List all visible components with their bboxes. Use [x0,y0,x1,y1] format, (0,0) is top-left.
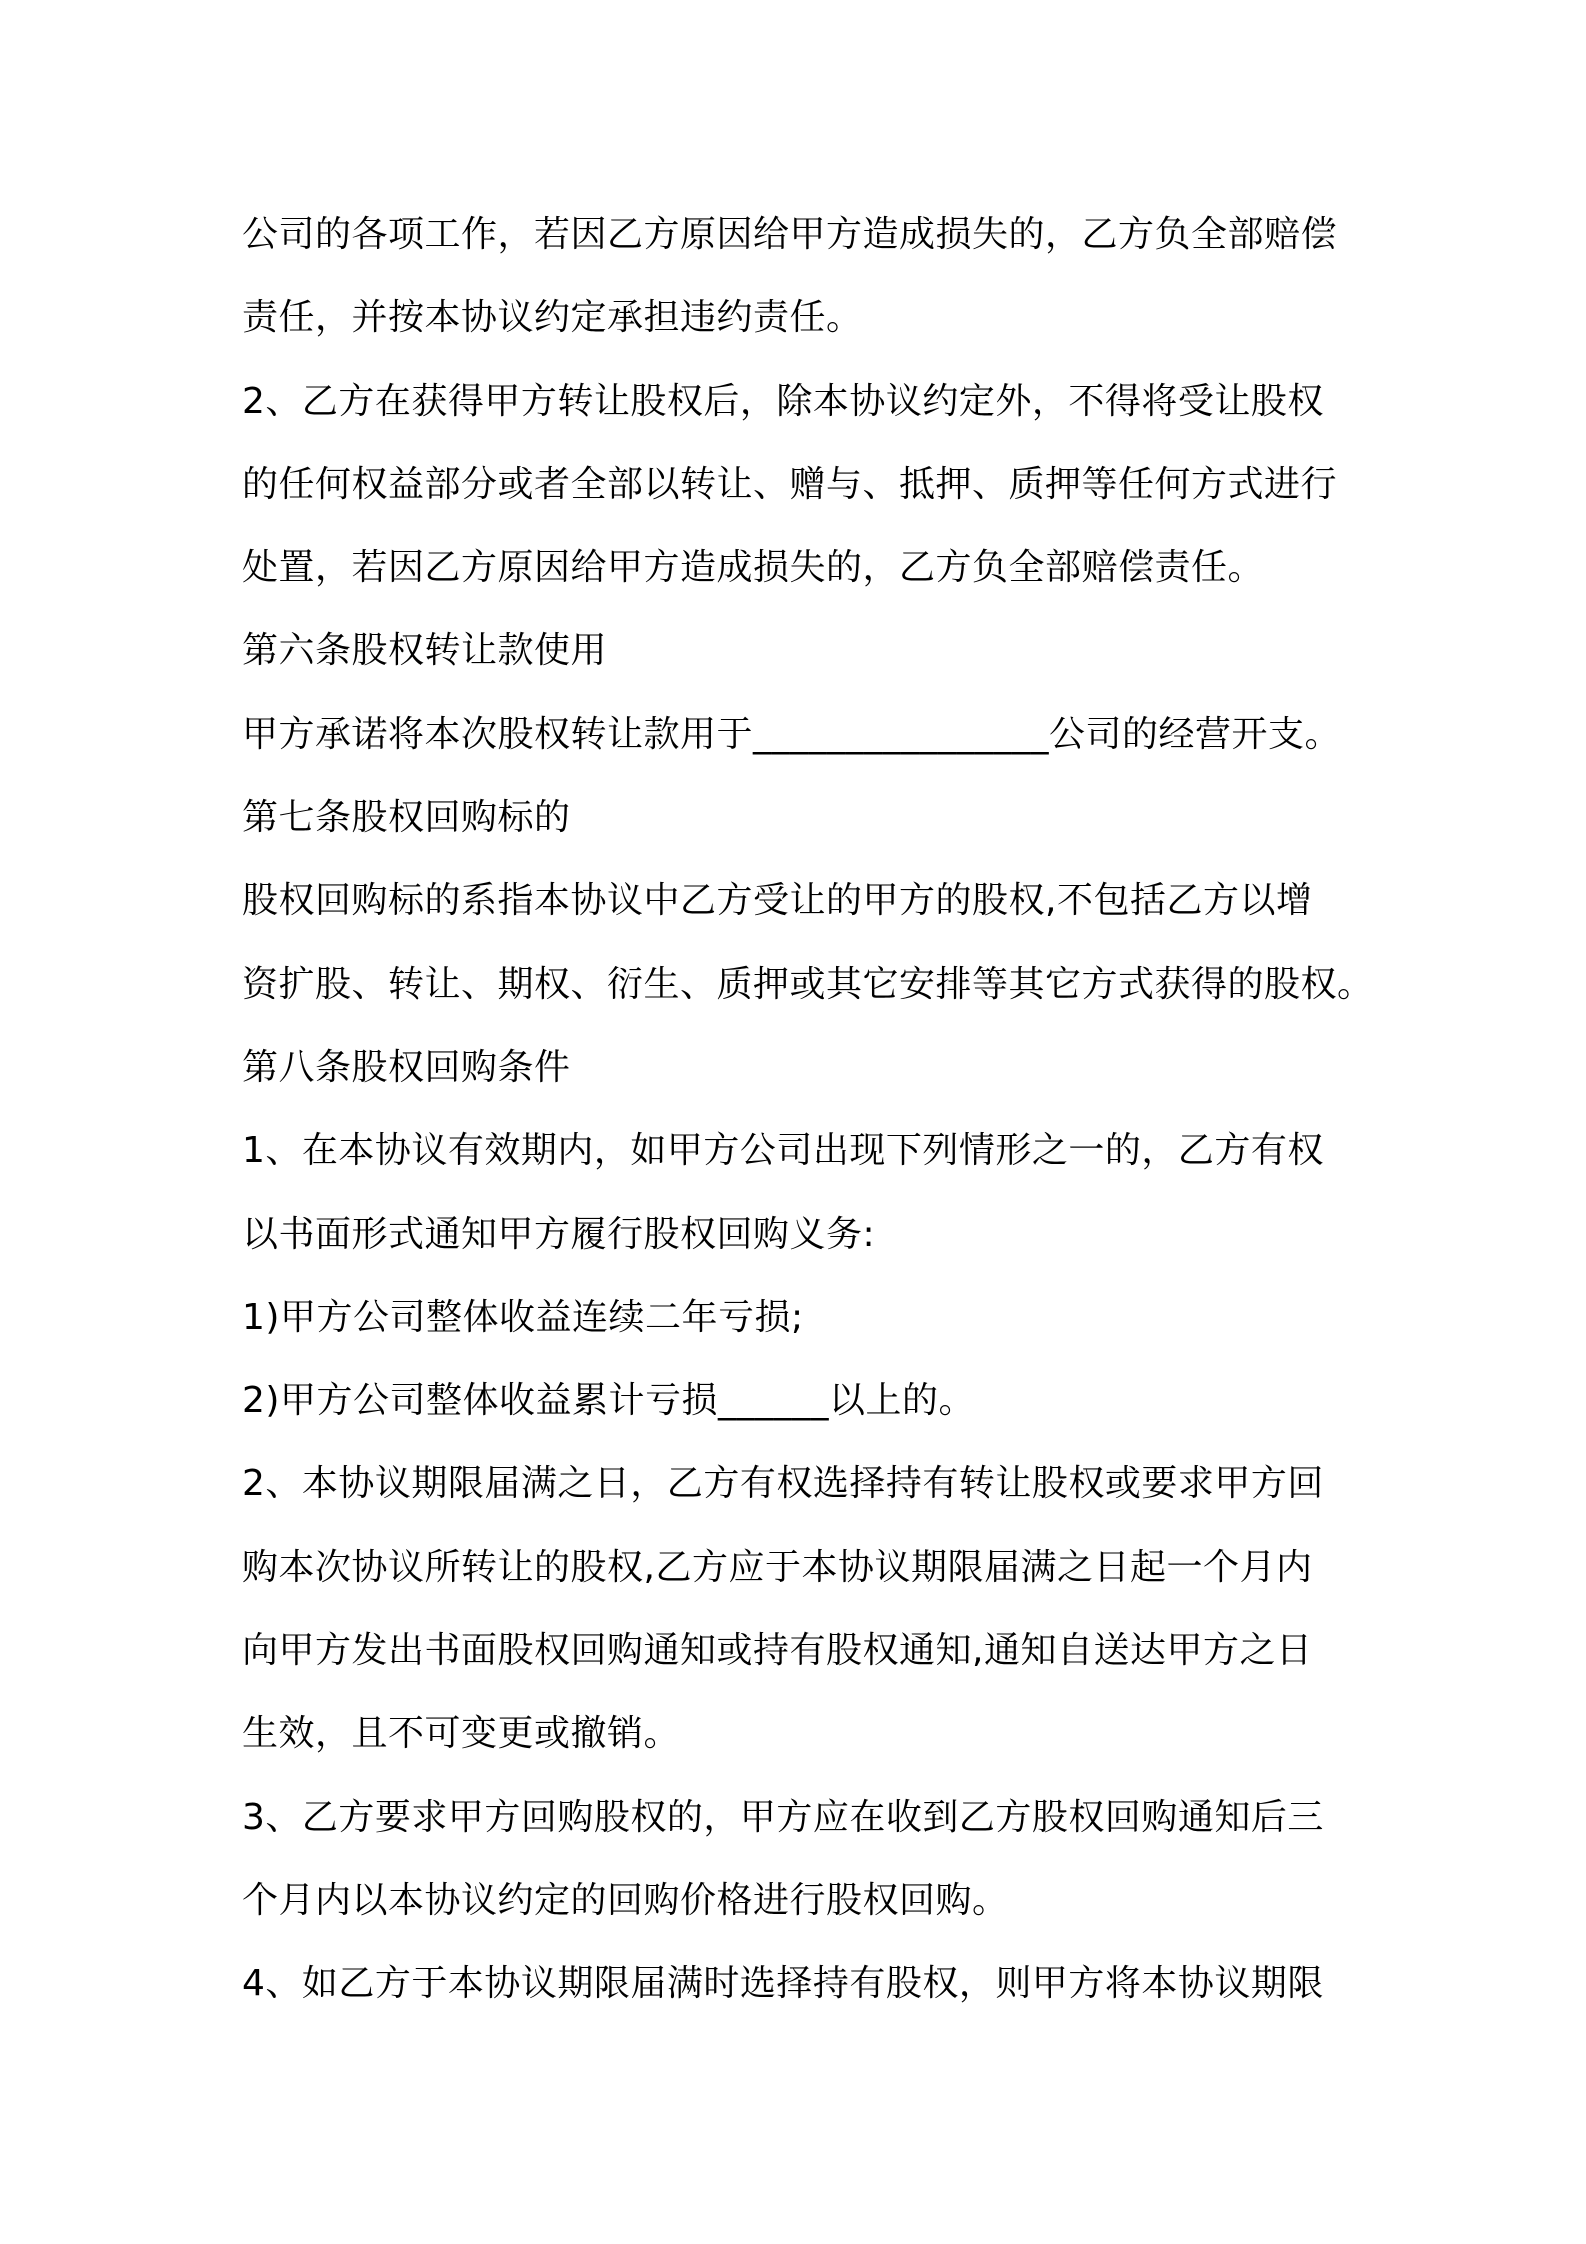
body-text-line: 以书面形式通知甲方履行股权回购义务: [242,1213,876,1255]
list-item-line: 1)甲方公司整体收益连续二年亏损; [242,1296,804,1338]
list-item-line: 2)甲方公司整体收益累计亏损______以上的。 [242,1380,975,1422]
body-text-line: 的任何权益部分或者全部以转让、赠与、抵押、质押等任何方式进行 [242,463,1338,505]
body-text-line: 1、在本协议有效期内，如甲方公司出现下列情形之一的，乙方有权 [242,1130,1324,1172]
body-text-line: 生效，且不可变更或撤销。 [242,1713,681,1755]
body-text-line: 2、本协议期限届满之日，乙方有权选择持有转让股权或要求甲方回 [242,1463,1324,1505]
body-text-line: 公司的各项工作，若因乙方原因给甲方造成损失的，乙方负全部赔偿 [242,214,1338,255]
body-text-line: 2、乙方在获得甲方转让股权后，除本协议约定外，不得将受让股权 [242,380,1324,422]
body-text-line: 购本次协议所转让的股权,乙方应于本协议期限届满之日起一个月内 [242,1546,1313,1588]
document-body [242,193,1374,2026]
section-heading-article-6: 第六条股权转让款使用 [242,630,608,672]
body-text-line: 向甲方发出书面股权回购通知或持有股权通知,通知自送达甲方之日 [242,1630,1313,1672]
body-text-line: 责任，并按本协议约定承担违约责任。 [242,297,863,339]
body-text-line: 4、如乙方于本协议期限届满时选择持有股权，则甲方将本协议期限 [242,1963,1324,2005]
body-text-line: 股权回购标的系指本协议中乙方受让的甲方的股权,不包括乙方以增 [242,880,1313,922]
section-heading-article-7: 第七条股权回购标的 [242,797,571,839]
body-text-line: 3、乙方要求甲方回购股权的，甲方应在收到乙方股权回购通知后三 [242,1796,1324,1838]
body-text-line: 资扩股、转让、期权、衍生、质押或其它安排等其它方式获得的股权。 [242,963,1374,1005]
body-text-line: 处置，若因乙方原因给甲方造成损失的，乙方负全部赔偿责任。 [242,547,1265,589]
body-text-line: 个月内以本协议约定的回购价格进行股权回购。 [242,1879,1009,1921]
section-heading-article-8: 第八条股权回购条件 [242,1046,571,1088]
body-text-line: 甲方承诺将本次股权转让款用于________________公司的经营开支。 [242,713,1342,755]
